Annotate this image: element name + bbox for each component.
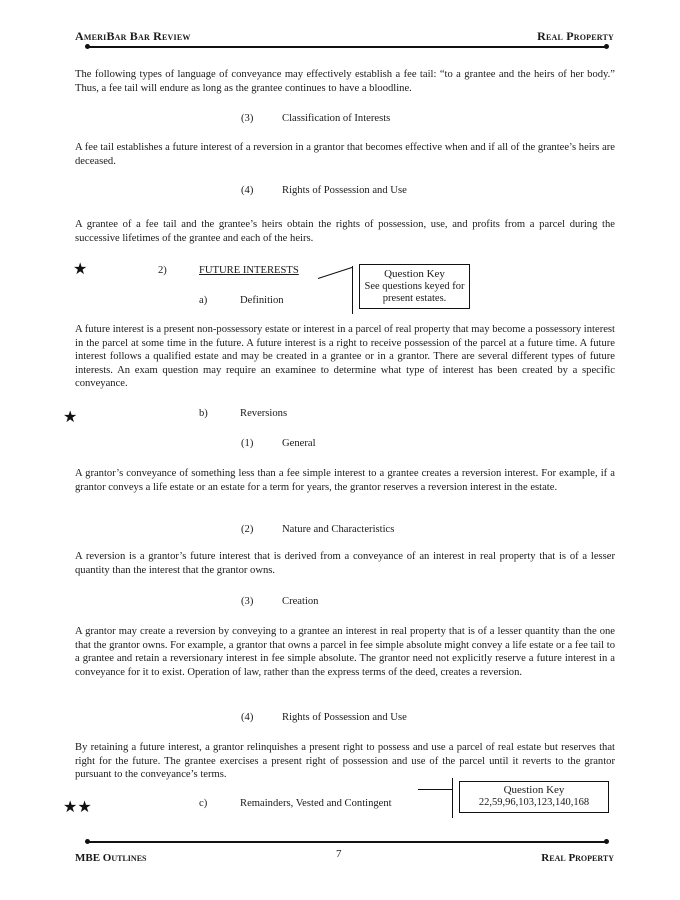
paragraph-future-definition: A future interest is a present non-possessory estate or interest in a parcel of real property that may become a possessory interest in the parcel at some time in the future. A future interest is a right to receive possession of the parcel at a future time. A future interest follows a qualified estate and may be created in a grantee or in a grantor. There are several different types of future interests. An exam question may require an examinee to determine what type of interest has been created by a specific conveyance. bbox=[75, 324, 615, 389]
heading-possession-number: (4) bbox=[241, 185, 254, 196]
heading-remainders-title: Remainders, Vested and Contingent bbox=[240, 798, 392, 809]
header-rule-right-dot bbox=[604, 44, 609, 49]
heading-general-number: (1) bbox=[241, 438, 254, 449]
importance-star-icon: ★ bbox=[63, 409, 78, 426]
question-key-bracket-line bbox=[352, 266, 353, 314]
question-key-line2: present estates. bbox=[382, 293, 447, 304]
heading-rev-possession-title: Rights of Possession and Use bbox=[282, 712, 407, 723]
footer-rule bbox=[88, 841, 606, 843]
footer-rule-right-dot bbox=[604, 839, 609, 844]
paragraph-reversion-possession: By retaining a future interest, a grantor relinquishes a present right to possess and use a parcel of real estate but reserves that right for the future. The grantee exercises a present right of possession and use of the parcel until it reverts to the grantor pursuant to the conveyance’s terms. bbox=[75, 742, 615, 780]
page-number: 7 bbox=[336, 848, 342, 860]
paragraph-classification: A fee tail establishes a future interest of a reversion in a grantor that becomes effective when and if all of the grantee’s heirs are deceased. bbox=[75, 142, 615, 167]
paragraph-possession-fee-tail: A grantee of a fee tail and the grantee’s heirs obtain the rights of possession, use, and profits from a parcel during the successive lifetimes of the grantee and each of the heirs. bbox=[75, 219, 615, 244]
question-key-connector-line bbox=[318, 267, 353, 279]
header-rule bbox=[88, 46, 606, 48]
heading-creation-number: (3) bbox=[241, 596, 254, 607]
heading-nature-title: Nature and Characteristics bbox=[282, 524, 395, 535]
header-rule-left-dot bbox=[85, 44, 90, 49]
heading-possession-title: Rights of Possession and Use bbox=[282, 185, 407, 196]
heading-general-title: General bbox=[282, 438, 316, 449]
question-key-present-estates bbox=[359, 264, 470, 309]
heading-future-interests-number: 2) bbox=[158, 265, 167, 276]
footer-right-title: Real Property bbox=[541, 852, 614, 864]
heading-nature-number: (2) bbox=[241, 524, 254, 535]
heading-creation-title: Creation bbox=[282, 596, 319, 607]
heading-future-interests-title: FUTURE INTERESTS bbox=[199, 265, 299, 276]
question-key-title: Question Key bbox=[384, 268, 445, 280]
paragraph-reversion-general: A grantor’s conveyance of something less than a fee simple interest to a grantee creates a reversion interest. For example, if a grantor conveys a life estate or an estate for a term for years, the grantor reserves a reversion interest in the estate. bbox=[75, 468, 615, 493]
header-right-title: Real Property bbox=[537, 29, 614, 43]
paragraph-reversion-nature: A reversion is a grantor’s future interest that is derived from a conveyance of an interest in real property that is of a lesser quantity than the interest that the grantor owns. bbox=[75, 551, 615, 576]
question-key-bracket-line bbox=[452, 778, 453, 818]
question-key-remainders bbox=[459, 781, 609, 813]
heading-remainders-number: c) bbox=[199, 798, 208, 809]
importance-double-star-icon: ★★ bbox=[63, 799, 92, 816]
question-key-title: Question Key bbox=[503, 784, 565, 796]
question-key-connector-line bbox=[418, 789, 452, 790]
question-key-numbers: 22,59,96,103,123,140,168 bbox=[478, 796, 590, 808]
footer-left-title: MBE Outlines bbox=[75, 852, 147, 864]
heading-rev-possession-number: (4) bbox=[241, 712, 254, 723]
paragraph-reversion-creation: A grantor may create a reversion by conveying to a grantee an interest in real property that is of a lesser quantity than the one that the grantor owns. For example, a grantor that owns a parcel in fee simple absolute might convey a life estate or a fee tail to a grantee and retain a reversionary interest in fee simple absolute. The grantor need not explicitly reserve a future interest in a conveyance for it to exist. Operation of law, rather than the express terms of the deed, creates a reversion. bbox=[75, 626, 615, 678]
heading-classification-title: Classification of Interests bbox=[282, 113, 391, 124]
footer-rule-left-dot bbox=[85, 839, 90, 844]
heading-definition-number: a) bbox=[199, 295, 208, 306]
heading-reversions-number: b) bbox=[199, 408, 208, 419]
header-left-title: AmeriBar Bar Review bbox=[75, 29, 191, 43]
question-key-line1: See questions keyed for bbox=[364, 280, 465, 292]
heading-reversions-title: Reversions bbox=[240, 408, 288, 419]
heading-classification-number: (3) bbox=[241, 113, 254, 124]
paragraph-fee-tail-language: The following types of language of conveyance may effectively establish a fee tail: “to a grantee and the heirs of her body.” Thus, a fee tail will endure as long as the grantee continues to have a bloodline. bbox=[75, 69, 615, 94]
heading-definition-title: Definition bbox=[240, 295, 284, 306]
importance-star-icon: ★ bbox=[73, 261, 88, 278]
